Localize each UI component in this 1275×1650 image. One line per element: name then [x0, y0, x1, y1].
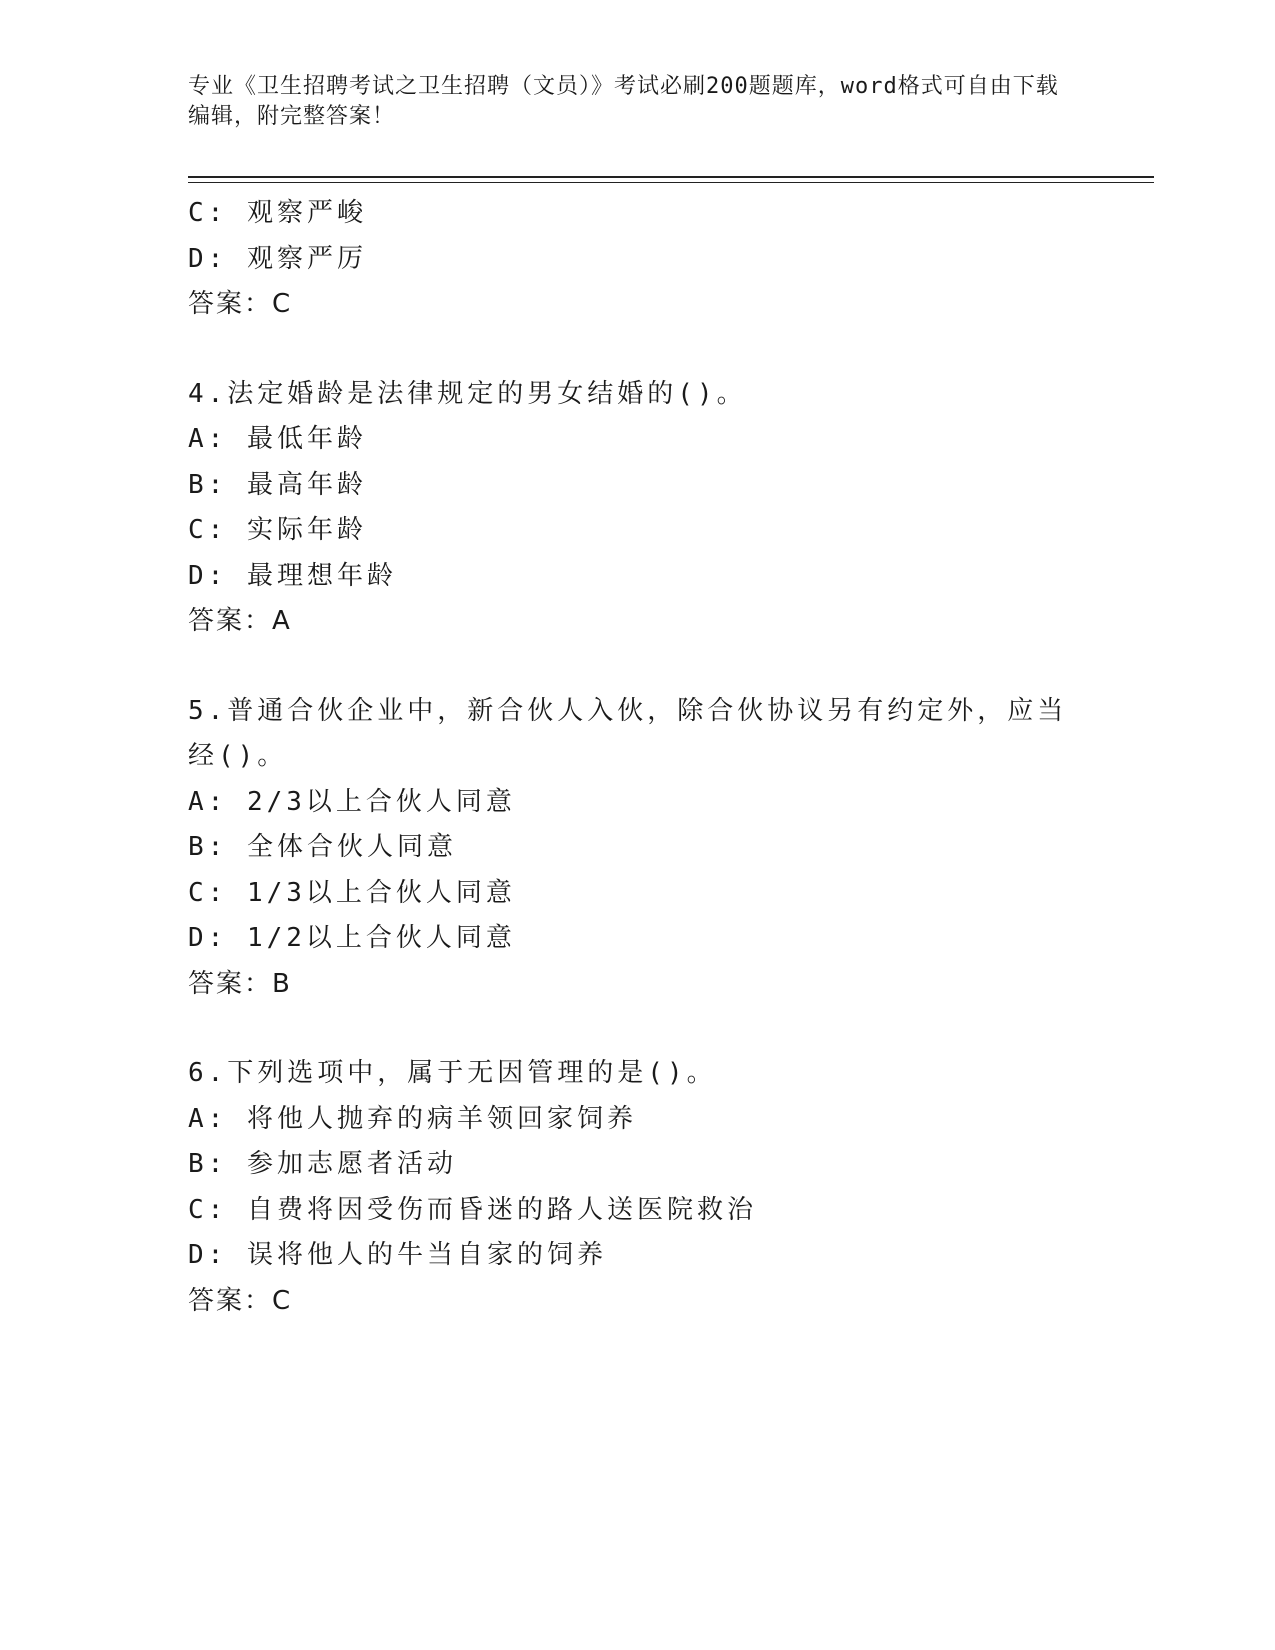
header-rule-thick [188, 176, 1154, 178]
question-4 [188, 372, 1088, 645]
answer: 答案：C [188, 1285, 293, 1316]
question-stem: 5.普通合伙企业中，新合伙人入伙，除合伙协议另有约定外，应当经()。 [188, 695, 1068, 771]
question-stem: 6.下列选项中，属于无因管理的是()。 [188, 1058, 717, 1088]
option-b: B: 最高年龄 [188, 469, 367, 500]
option-a: A: 2/3以上合伙人同意 [188, 786, 516, 817]
question-5 [188, 689, 1088, 1008]
option-c: C: 实际年龄 [188, 515, 367, 545]
document-header: 专业《卫生招聘考试之卫生招聘（文员）》考试必刷200题题库，word格式可自由下载编辑，附完整答案！ [188, 74, 1059, 129]
option-c: C: 观察严峻 [188, 198, 367, 228]
question-6 [188, 1051, 1088, 1324]
option-b: B: 全体合伙人同意 [188, 832, 457, 862]
answer: 答案：A [188, 606, 292, 636]
option-c: C: 自费将因受伤而昏迷的路人送医院救治 [188, 1194, 757, 1225]
option-d: D: 误将他人的牛当自家的饲养 [188, 1240, 607, 1270]
option-d: D: 1/2以上合伙人同意 [188, 923, 516, 953]
option-d: D: 观察严厉 [188, 243, 367, 274]
option-b: B: 参加志愿者活动 [188, 1149, 457, 1179]
question-stem: 4.法定婚龄是法律规定的男女结婚的()。 [188, 378, 747, 409]
header-rule-thin [188, 182, 1154, 183]
option-a: A: 最低年龄 [188, 424, 367, 454]
question-list [188, 191, 1088, 1324]
option-d: D: 最理想年龄 [188, 560, 397, 591]
partial-question [188, 191, 1088, 328]
option-c: C: 1/3以上合伙人同意 [188, 877, 516, 908]
option-a: A: 将他人抛弃的病羊领回家饲养 [188, 1103, 637, 1134]
answer: 答案：B [188, 968, 292, 999]
answer: 答案：C [188, 289, 293, 319]
